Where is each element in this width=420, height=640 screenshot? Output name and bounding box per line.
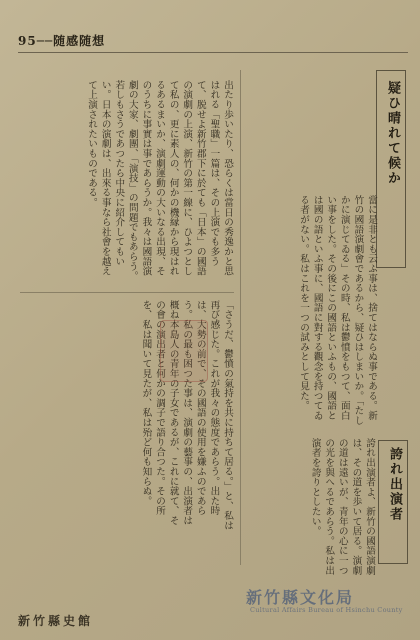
article-text-top-right: 當に是非とも云ふ事は、捨てはならぬ事である。新竹の國語演劇會であるから、疑ひはしまいか。「たしかに演じてゐる」その時、私は鬱憤をもつて、面白い事をした。その後にこの國語といふもの、國語とは國の語といふ事に、國語に對する觀念を持つてゐる者がない。私はこれを一つの試みとして見た。 xyxy=(298,195,377,426)
article-text-bottom-right: 誇れ出演者よ、新竹の國語演劇は、その道を歩いて居る。演劇の道は遠いが、青年の心に一つの光を與へるであらう。私は出演者を誇りとしたい。 xyxy=(309,438,375,576)
library-seal-icon xyxy=(160,320,208,382)
page-header: 95──随感随想 xyxy=(18,34,106,48)
archive-watermark: 新竹縣文化局 xyxy=(246,588,355,607)
archive-footer-stamp: 新竹縣史館 xyxy=(18,614,94,628)
column-divider-horizontal xyxy=(20,292,234,293)
article-text-top-left: 出たり歩いたり、恐らくは當日の秀逸かと思はれる「聖職」一篇は、その上演でも多うて、脱せよ新竹郡下に於ても「日本」の國語の演劇の上演、新竹の第一線に、ひよつとして私の、更に素人の、何かの機縁から現はれるあるまいか、演劇運動の大いなる出現、そのうちに事實は事であらうか。我々は國語演劇の大家、劇團、「演技」の問題でもあらう。若しもさうであつたら中央に紹介してもいい。日本の演劇は、出來る事なら社會を越えて上演されたいものである。 xyxy=(86,80,233,281)
archive-watermark-sub: Cultural Affairs Bureau of Hsinchu County xyxy=(250,606,403,614)
header-rule xyxy=(18,52,408,53)
section-title-doubt: 疑ひ晴れて候か xyxy=(376,70,406,268)
section-title-performers: 誇れ出演者 xyxy=(378,440,408,564)
article-text-bottom-left: 「さうだ、鬱憤の氣持を共に持ちて居る。」と、私は再び感じた。これが我々の態度であらう。出た時は、大勢の前で、その國語の使用を嫌ふのであらう。私の最も困つた事は、演劇の藝事の、出演者は概ね本島人の青年の子女であるが、これに就て、その會の演出者と何かの調子で語り合つた。その所を、私は聞いて見たが、私は殆ど何も知らぬ。 xyxy=(140,300,233,531)
column-divider-vertical xyxy=(240,70,241,565)
